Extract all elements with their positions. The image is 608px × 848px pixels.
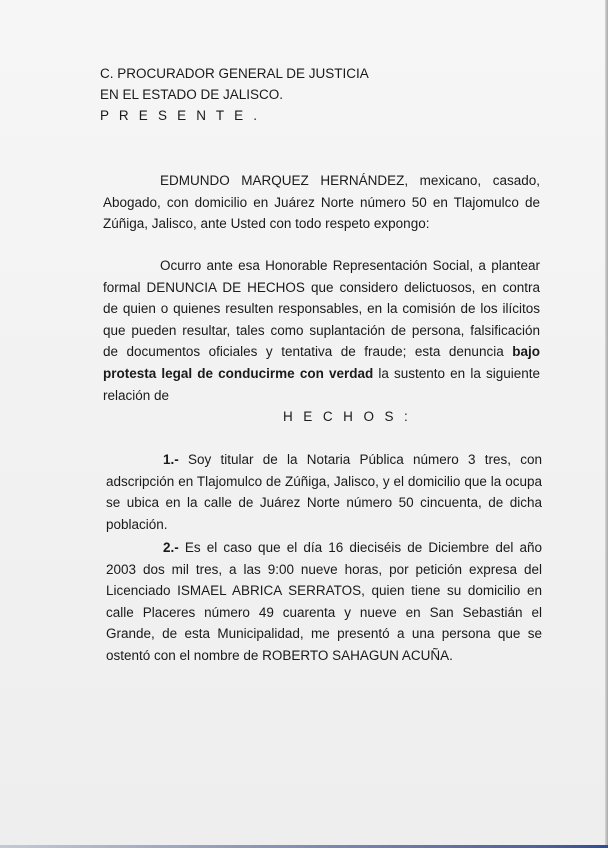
facts-heading: H E C H O S : <box>283 409 412 424</box>
complaint-bold-text: bajo protesta legal de conducirme con verdad <box>103 344 540 381</box>
complaint-text-1: Ocurro ante esa Honorable Representación Social, a plantear formal DENUNCIA DE HECHOS que considero delictuosos, en contra de quien o quienes resulten responsables, en la comisión de los ilícitos que pueden resultar, tales como suplantación de persona, falsificación de documentos oficiales y tentativa de fraude; esta denuncia <box>103 258 540 360</box>
addressee-line-2: EN EL ESTADO DE JALISCO. <box>100 87 284 102</box>
addressee-block <box>100 63 369 126</box>
fact-2-paragraph <box>106 537 542 667</box>
addressee-line-3: P R E S E N T E . <box>100 108 261 123</box>
complaint-paragraph <box>103 255 540 406</box>
intro-paragraph: EDMUNDO MARQUEZ HERNÁNDEZ, mexicano, casado, Abogado, con domicilio en Juárez Norte número 50 en Tlajomulco de Zúñiga, Jalisco, ante Usted con todo respeto expongo: <box>103 173 540 232</box>
complaint-text-2: la sustento en la siguiente relación de <box>103 365 540 403</box>
fact-2-text: Es el caso que el día 16 dieciséis de Diciembre del año 2003 dos mil tres, a las 9:00 nueve horas, por petición expresa del Licenciado ISMAEL ABRICA SERRATOS, quien tiene su domicilio en calle Placeres número 49 cuarenta y nueve en San Sebastián el Grande, de esta Municipalidad, me presentó a una persona que se ostentó con el nombre de ROBERTO SAHAGUN ACUÑA. <box>106 540 542 663</box>
fact-2-number: 2.- <box>163 540 179 555</box>
addressee-line-1: C. PROCURADOR GENERAL DE JUSTICIA <box>100 66 369 81</box>
fact-1-text: Soy titular de la Notaria Pública número 3 tres, con adscripción en Tlajomulco de Zúñiga, Jalisco, y el domicilio que la ocupa se ubica en la calle de Juárez Norte número 50 cincuenta, de dicha población. <box>106 452 542 532</box>
fact-1-number: 1.- <box>163 452 179 467</box>
fact-1-paragraph <box>106 449 542 535</box>
